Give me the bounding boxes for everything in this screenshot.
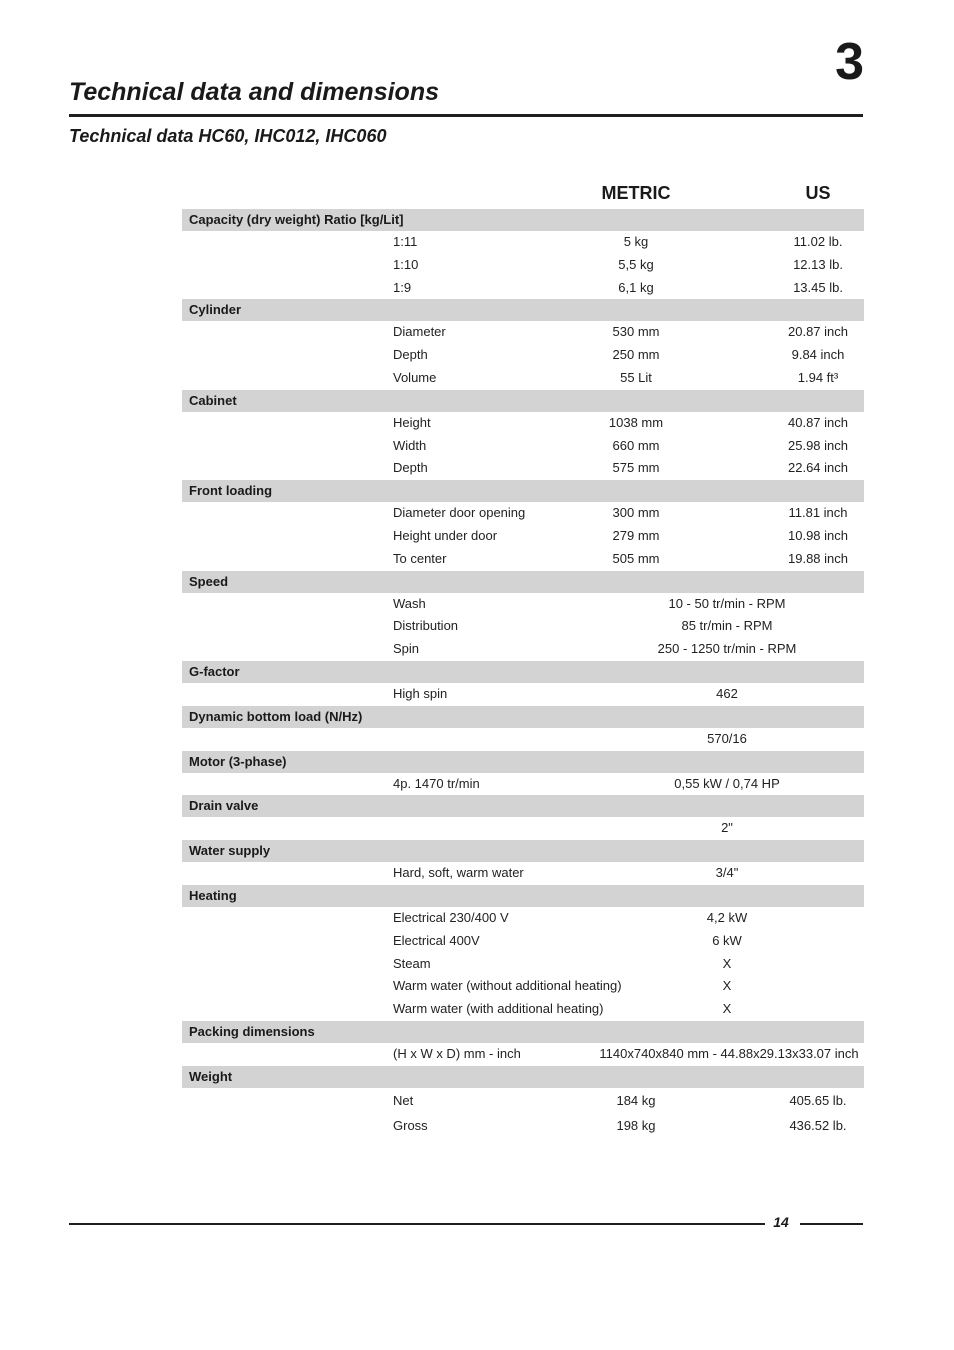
- row-label: Depth: [393, 347, 428, 363]
- section-header-heating: Heating: [182, 885, 864, 907]
- row-us-value: 10.98 inch: [788, 527, 848, 543]
- row-label: Net: [393, 1092, 414, 1108]
- row-metric-value: 300 mm: [612, 505, 660, 521]
- row-us-value: 40.87 inch: [788, 414, 848, 430]
- table-row: [182, 817, 864, 840]
- row-value: 250 - 1250 tr/min - RPM: [657, 641, 797, 657]
- section-header-motor: Motor (3-phase): [182, 751, 864, 773]
- table-row: [182, 277, 864, 300]
- section-header-capacity: Capacity (dry weight) Ratio [kg/Lit]: [182, 209, 864, 231]
- row-label: Spin: [393, 641, 420, 657]
- row-value: X: [722, 955, 732, 971]
- row-label: To center: [393, 550, 447, 566]
- table-row: [182, 1043, 864, 1066]
- row-label: Wash: [393, 595, 426, 611]
- row-metric-value: 660 mm: [612, 437, 660, 453]
- row-metric-value: 279 mm: [612, 527, 660, 543]
- row-us-value: 436.52 lb.: [789, 1117, 847, 1133]
- table-row: [182, 615, 864, 638]
- table-row: [182, 1088, 864, 1113]
- page-subtitle: Technical data HC60, IHC012, IHC060: [69, 126, 387, 146]
- table-row: [182, 728, 864, 751]
- table-row: [182, 548, 864, 571]
- page-number: 14: [773, 1214, 789, 1230]
- row-metric-value: 505 mm: [612, 550, 660, 566]
- table-row: [182, 344, 864, 367]
- row-label: Diameter: [393, 324, 446, 340]
- row-value: 2": [721, 820, 733, 836]
- row-us-value: 405.65 lb.: [789, 1092, 847, 1108]
- table-row: [182, 683, 864, 706]
- row-value: 462: [716, 685, 738, 701]
- row-us-value: 20.87 inch: [788, 324, 848, 340]
- row-value: 1140x740x840 mm - 44.88x29.13x33.07 inch: [599, 1045, 859, 1061]
- row-label: Depth: [393, 460, 428, 476]
- row-label: Steam: [393, 955, 431, 971]
- spec-table: [182, 209, 864, 1138]
- row-us-value: 19.88 inch: [788, 550, 848, 566]
- row-value: X: [722, 978, 732, 994]
- section-header-cabinet: Cabinet: [182, 390, 864, 412]
- section-header-cylinder: Cylinder: [182, 299, 864, 321]
- table-row: [182, 998, 864, 1021]
- row-us-value: 9.84 inch: [791, 347, 845, 363]
- section-header-g-factor: G-factor: [182, 661, 864, 683]
- row-label: 1:9: [393, 279, 412, 295]
- table-row: [182, 638, 864, 661]
- table-row: [182, 975, 864, 998]
- row-label: Distribution: [393, 618, 459, 634]
- row-us-value: 13.45 lb.: [793, 279, 843, 295]
- row-label: 1:11: [393, 234, 418, 249]
- row-value: X: [722, 1001, 732, 1017]
- section-header-drain-valve: Drain valve: [182, 795, 864, 817]
- row-label: (H x W x D) mm - inch: [393, 1045, 521, 1061]
- table-row: [182, 321, 864, 344]
- page-title: Technical data and dimensions: [69, 78, 439, 106]
- section-header-speed: Speed: [182, 571, 864, 593]
- row-label: Warm water (without additional heating): [393, 978, 622, 994]
- row-value: 3/4": [715, 865, 739, 881]
- row-us-value: 25.98 inch: [788, 437, 848, 453]
- title-divider: [69, 114, 863, 117]
- table-row: [182, 254, 864, 277]
- row-label: Height: [393, 414, 431, 430]
- row-label: Diameter door opening: [393, 505, 526, 521]
- row-label: Width: [393, 437, 427, 453]
- row-us-value: 12.13 lb.: [793, 256, 843, 272]
- section-header-front-loading: Front loading: [182, 480, 864, 502]
- row-value: 0,55 kW / 0,74 HP: [674, 775, 780, 791]
- table-row: [182, 593, 864, 616]
- row-us-value: 22.64 inch: [788, 460, 848, 476]
- row-label: 4p. 1470 tr/min: [393, 775, 480, 791]
- footer-divider-left: [69, 1223, 765, 1225]
- section-header-dynamic-bottom-load: Dynamic bottom load (N/Hz): [182, 706, 864, 728]
- row-metric-value: 1038 mm: [608, 414, 664, 430]
- row-metric-value: 6,1 kg: [618, 279, 654, 295]
- row-label: Volume: [393, 369, 437, 385]
- table-row: [182, 502, 864, 525]
- row-metric-value: 575 mm: [612, 460, 660, 476]
- row-label: 1:10: [393, 256, 419, 272]
- row-label: Electrical 400V: [393, 932, 480, 948]
- row-value: 4,2 kW: [706, 909, 748, 925]
- table-row: [182, 930, 864, 953]
- row-label: Warm water (with additional heating): [393, 1001, 604, 1017]
- row-value: 10 - 50 tr/min - RPM: [668, 595, 786, 611]
- table-row: [182, 1113, 864, 1138]
- table-row: [182, 367, 864, 390]
- table-row: [182, 525, 864, 548]
- column-header-us: US: [805, 183, 831, 203]
- row-label: High spin: [393, 685, 448, 701]
- table-row: [182, 907, 864, 930]
- row-metric-value: 5,5 kg: [618, 256, 654, 272]
- row-us-value: 11.81 inch: [788, 505, 848, 521]
- row-us-value: 11.02 lb.: [793, 234, 843, 249]
- row-label: Gross: [393, 1117, 428, 1133]
- table-row: [182, 953, 864, 976]
- row-value: 6 kW: [712, 932, 742, 948]
- row-label: Electrical 230/400 V: [393, 909, 509, 925]
- row-metric-value: 184 kg: [616, 1092, 656, 1108]
- row-value: 85 tr/min - RPM: [681, 618, 773, 634]
- table-row: [182, 231, 864, 254]
- section-header-water-supply: Water supply: [182, 840, 864, 862]
- row-metric-value: 530 mm: [612, 324, 660, 340]
- table-row: [182, 862, 864, 885]
- row-metric-value: 198 kg: [616, 1117, 656, 1133]
- footer-divider-right: [800, 1223, 863, 1225]
- table-row: [182, 457, 864, 480]
- column-header-metric: METRIC: [601, 183, 671, 203]
- table-row: [182, 773, 864, 796]
- table-row: [182, 412, 864, 435]
- table-row: [182, 435, 864, 458]
- row-label: Height under door: [393, 527, 498, 543]
- section-header-weight: Weight: [182, 1066, 864, 1088]
- chapter-number: 3: [835, 33, 864, 91]
- row-value: 570/16: [707, 730, 747, 746]
- row-metric-value: 250 mm: [612, 347, 660, 363]
- row-us-value: 1.94 ft³: [797, 369, 839, 385]
- row-metric-value: 55 Lit: [620, 369, 652, 385]
- row-metric-value: 5 kg: [623, 234, 649, 249]
- section-header-packing-dimensions: Packing dimensions: [182, 1021, 864, 1043]
- row-label: Hard, soft, warm water: [393, 865, 524, 881]
